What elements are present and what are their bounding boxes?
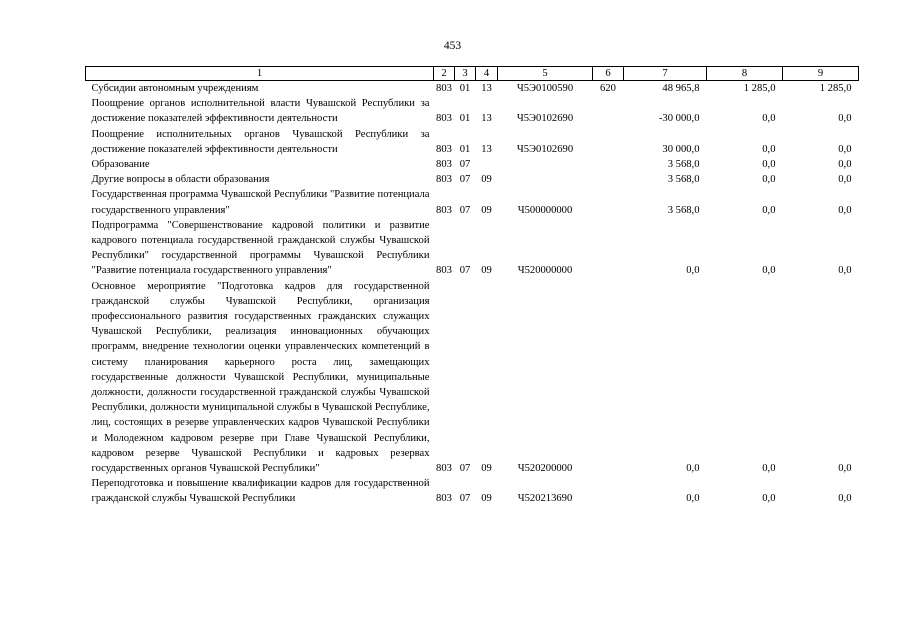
amount-col9: 1 285,0	[819, 83, 852, 94]
row-name: Подпрограмма "Совершенствование кадровой политики и развитие кадрового потенциала государственной гражданской службы Чувашской Республики" государственной программы Чувашской Республики "Развитие потенциала государственного управления"	[91, 219, 430, 277]
section-code: 01	[459, 113, 471, 125]
header-col-4: 4	[476, 67, 498, 81]
subsection-code: 09	[481, 265, 492, 277]
header-col-5: 5	[498, 67, 593, 81]
subsection-code	[476, 157, 498, 172]
expense-type-code	[593, 187, 624, 217]
header-col-3: 3	[455, 67, 476, 81]
amount-col9: 0,0	[838, 265, 852, 277]
amount-col7: 3 568,0	[667, 204, 700, 216]
row-name: Субсидии автономным учреждениям	[91, 83, 259, 94]
section-code: 07	[459, 159, 471, 171]
table-row	[86, 218, 859, 279]
section-code: 07	[459, 463, 471, 475]
subsection-code: 09	[481, 463, 492, 475]
section-code: 01	[459, 143, 471, 155]
ministry-code: 803	[436, 83, 452, 94]
ministry-code: 803	[436, 113, 452, 125]
amount-col8: 0,0	[762, 493, 776, 505]
header-col-8: 8	[707, 67, 783, 81]
amount-col9: 0,0	[838, 204, 852, 216]
amount-col7: 48 965,8	[662, 83, 700, 94]
table-row	[86, 279, 859, 477]
target-article-code: Ч520213690	[517, 493, 573, 505]
ministry-code: 803	[436, 265, 452, 277]
ministry-code: 803	[436, 463, 452, 475]
expense-type-code	[593, 279, 624, 477]
header-col-2: 2	[434, 67, 455, 81]
amount-col8: 0,0	[762, 463, 776, 475]
row-name: Основное мероприятие "Подготовка кадров для государственной гражданской службы Чувашской Республики, организация профессионального развития государственных гражданских служащих Чувашской Республики, реализация инновационных обучающих программ, внедрение технологии оценки управленческих компетенций в систему планирования карьерного роста лиц, замещающих государственные должности Чувашской Республики, муниципальные должности, должности государственной гражданской службы Чувашской Республики, должности муниципальной службы в Чувашской Республике, лиц, состоящих в резерве управленческих кадров Чувашской Республики и Молодежном кадровом резерве при Главе Чувашской Республики, кадровом резерве Чувашской Республики и кадровых резервах государственных органов Чувашской Республики"	[91, 280, 430, 475]
row-name: Государственная программа Чувашской Республики "Развитие потенциала государственного управления"	[91, 189, 430, 216]
header-col-6: 6	[593, 67, 624, 81]
table-row	[86, 96, 859, 126]
amount-col9: 0,0	[838, 113, 852, 125]
table-row	[86, 127, 859, 157]
amount-col8: 1 285,0	[743, 83, 776, 94]
header-col-7: 7	[624, 67, 707, 81]
subsection-code: 09	[481, 174, 492, 186]
row-name: Поощрение органов исполнительной власти Чувашской Республики за достижение показателей эффективности деятельности	[91, 98, 430, 125]
ministry-code: 803	[436, 204, 452, 216]
target-article-code	[498, 157, 593, 172]
target-article-code: Ч5Э0102690	[516, 143, 574, 155]
target-article-code: Ч5Э0102690	[516, 113, 574, 125]
amount-col7: 0,0	[686, 493, 700, 505]
ministry-code: 803	[436, 493, 452, 505]
amount-col9: 0,0	[838, 159, 852, 171]
amount-col9: 0,0	[838, 493, 852, 505]
amount-col7: -30 000,0	[658, 113, 700, 125]
page-number: 453	[443, 40, 462, 52]
target-article-code: Ч520200000	[517, 463, 573, 475]
table-row	[86, 187, 859, 217]
section-code: 01	[459, 83, 471, 94]
section-code: 07	[459, 174, 471, 186]
amount-col7: 30 000,0	[662, 143, 700, 155]
table-row	[86, 476, 859, 506]
expense-type-code	[593, 96, 624, 126]
ministry-code: 803	[436, 143, 452, 155]
amount-col8: 0,0	[762, 174, 776, 186]
amount-col8: 0,0	[762, 204, 776, 216]
header-col-9: 9	[783, 67, 859, 81]
expense-type-code: 620	[600, 83, 616, 94]
amount-col7: 0,0	[686, 265, 700, 277]
table-row	[86, 172, 859, 187]
ministry-code: 803	[436, 159, 452, 171]
amount-col7: 3 568,0	[667, 159, 700, 171]
amount-col7: 0,0	[686, 463, 700, 475]
expense-type-code	[593, 218, 624, 279]
section-code: 07	[459, 493, 471, 505]
section-code: 07	[459, 204, 471, 216]
table-row	[86, 81, 859, 97]
amount-col8: 0,0	[762, 143, 776, 155]
subsection-code: 09	[481, 204, 492, 216]
target-article-code: Ч500000000	[517, 204, 573, 216]
amount-col9: 0,0	[838, 143, 852, 155]
target-article-code: Ч5Э0100590	[516, 83, 574, 94]
expense-type-code	[593, 157, 624, 172]
amount-col9: 0,0	[838, 174, 852, 186]
budget-table	[85, 66, 859, 507]
expense-type-code	[593, 127, 624, 157]
row-name: Образование	[91, 159, 150, 171]
expense-type-code	[593, 476, 624, 506]
expense-type-code	[593, 172, 624, 187]
ministry-code: 803	[436, 174, 452, 186]
amount-col8: 0,0	[762, 159, 776, 171]
subsection-code: 13	[481, 83, 492, 94]
row-name: Переподготовка и повышение квалификации кадров для государственной гражданской службы Чувашской Республики	[91, 478, 430, 505]
table-row	[86, 157, 859, 172]
header-col-1: 1	[86, 67, 434, 81]
subsection-code: 13	[481, 143, 492, 155]
amount-col7: 3 568,0	[667, 174, 700, 186]
subsection-code: 13	[481, 113, 492, 125]
amount-col8: 0,0	[762, 113, 776, 125]
amount-col9: 0,0	[838, 463, 852, 475]
row-name: Поощрение исполнительных органов Чувашской Республики за достижение показателей эффективности деятельности	[91, 128, 430, 155]
target-article-code: Ч520000000	[517, 265, 573, 277]
header-row	[86, 67, 859, 81]
target-article-code	[498, 172, 593, 187]
subsection-code: 09	[481, 493, 492, 505]
section-code: 07	[459, 265, 471, 277]
amount-col8: 0,0	[762, 265, 776, 277]
row-name: Другие вопросы в области образования	[91, 174, 270, 186]
